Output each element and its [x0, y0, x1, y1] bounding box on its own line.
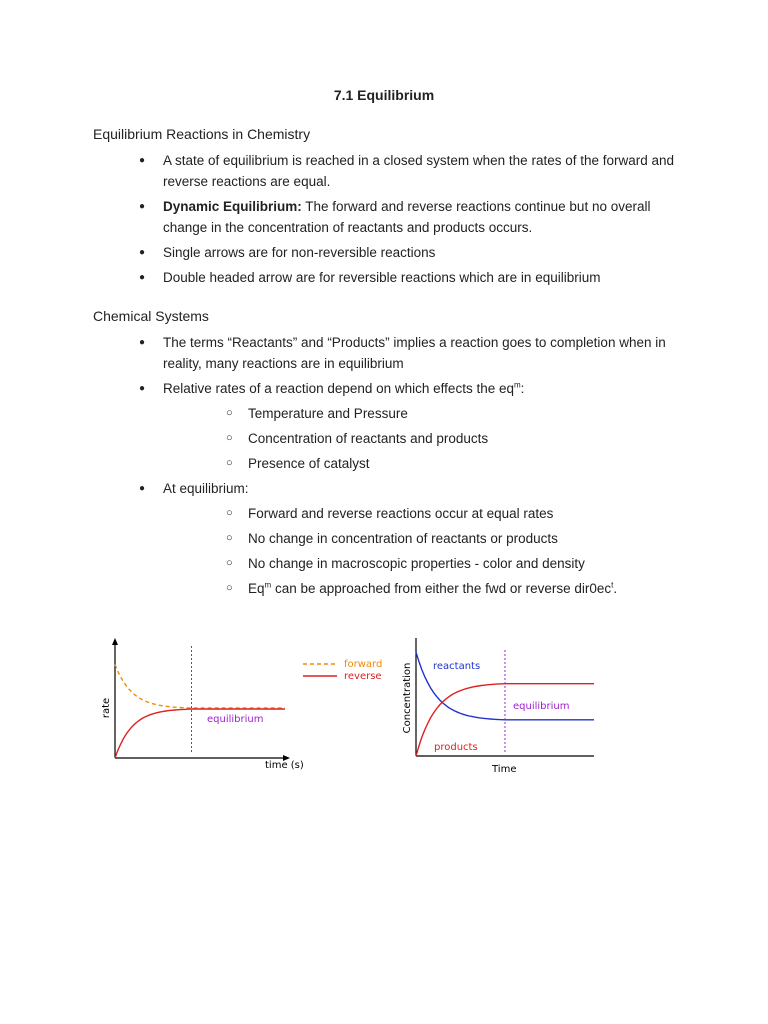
equilibrium-reactions-list	[163, 150, 683, 292]
list-item: ● Double headed arrow are for reversible reactions which are in equilibrium	[163, 267, 683, 288]
equilibrium-label: equilibrium	[207, 714, 264, 725]
y-axis-label: Concentration	[402, 662, 413, 734]
y-axis-arrow	[112, 638, 118, 645]
page-title: 7.1 Equilibrium	[333, 87, 435, 103]
sub-list-item: ○ No change in macroscopic properties - color and density	[248, 553, 683, 574]
products-label: products	[434, 742, 478, 753]
legend-forward-label: forward	[344, 659, 383, 670]
y-axis-label: rate	[101, 697, 112, 719]
reactants-label: reactants	[433, 661, 481, 672]
list-item: ● Relative rates of a reaction depend on which effects the $eq^m$: ○ Temperature and Pressure ○ Concentration of reactants and products ○ Presence of catalyst	[163, 378, 683, 474]
chemical-systems-list	[163, 332, 683, 603]
list-item: ● Single arrows are for non-reversible reactions	[163, 242, 683, 263]
list-item: ● A state of equilibrium is reached in a closed system when the rates of the forward and reverse reactions are equal.	[163, 150, 683, 192]
forward-rate-line	[115, 665, 285, 709]
sub-list-item: ○ Presence of catalyst	[248, 453, 683, 474]
x-axis-label: Time	[492, 764, 517, 775]
sub-list-item: ○ Temperature and Pressure	[248, 403, 683, 424]
list-item: ● Dynamic Equilibrium: The forward and reverse reactions continue but no overall change in the concentration of reactants and products occurs.	[163, 196, 683, 238]
list-item: ● At equilibrium: ○ Forward and reverse reactions occur at equal rates ○ No change in concentration of reactants or products ○ No change in macroscopic properties - color and density ○ Eq$^m$ can be approached from either the fwd or reverse $dir0ec^t$.	[163, 478, 683, 599]
sub-list-item: ○ Concentration of reactants and products	[248, 428, 683, 449]
x-axis-label: time (s)	[265, 760, 304, 771]
rate-vs-time-chart	[95, 628, 395, 778]
list-item: ● The terms “Reactants” and “Products” implies a reaction goes to completion when in reality, many reactions are in equilibrium	[163, 332, 683, 374]
concentration-vs-time-chart	[398, 632, 603, 778]
legend-reverse-label: reverse	[344, 671, 382, 682]
section-heading-chemical-systems: Chemical Systems	[93, 308, 209, 324]
sub-list-item: ○ Eq$^m$ can be approached from either the fwd or reverse $dir0ec^t$.	[248, 578, 683, 599]
at-equilibrium-sublist	[248, 503, 683, 599]
equilibrium-label: equilibrium	[513, 701, 570, 712]
term-dynamic-equilibrium: Dynamic Equilibrium:	[163, 199, 302, 214]
sub-list-item: ○ No change in concentration of reactants or products	[248, 528, 683, 549]
section-heading-equilibrium-reactions: Equilibrium Reactions in Chemistry	[93, 126, 311, 142]
sub-list-item: ○ Forward and reverse reactions occur at equal rates	[248, 503, 683, 524]
relative-rates-sublist	[248, 403, 683, 474]
